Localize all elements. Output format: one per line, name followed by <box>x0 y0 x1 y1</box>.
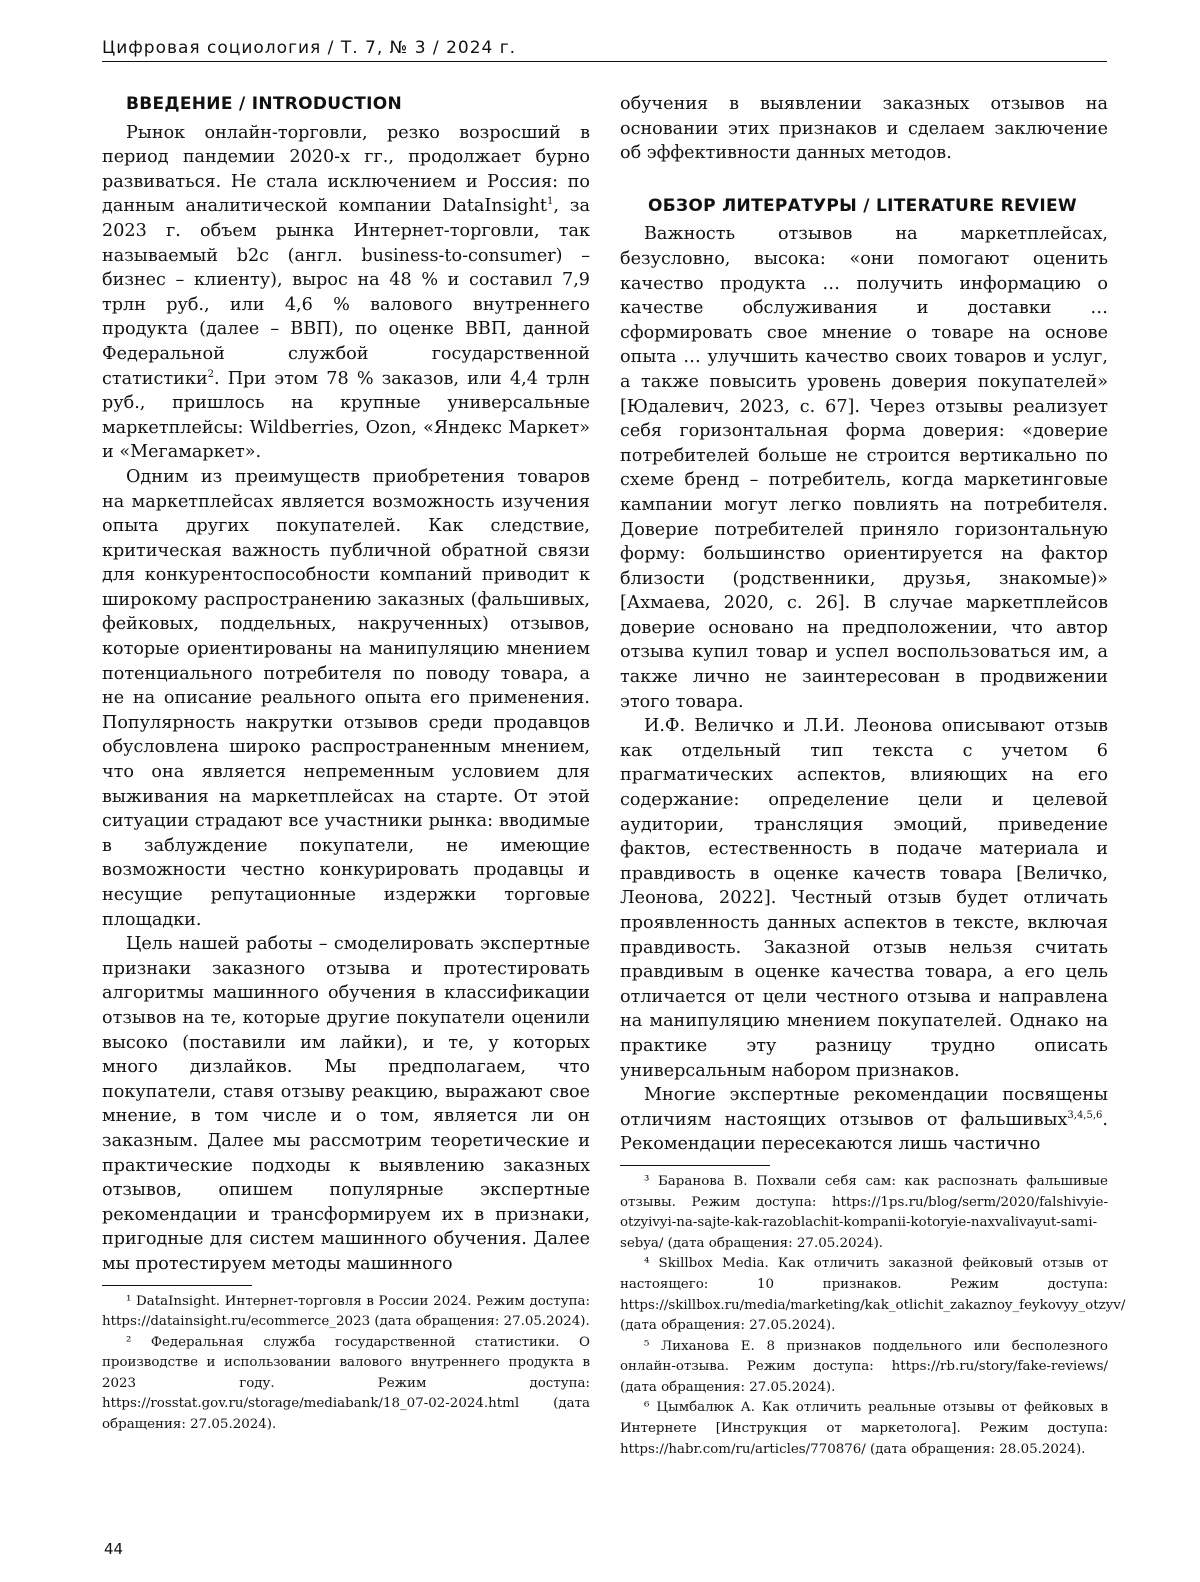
paragraph: Важность отзывов на маркетплейсах, безусловно, высока: «они помогают оценить качество продукта … получить информацию о качестве обслуживания и доставки … сформировать свое мнение о товаре на основе опыта … улучшить качество своих товаров и услуг, а также повысить уровень доверия покупателей» [Юдалевич, 2023, с. 67]. Через отзывы реализует себя горизонтальная форма доверия: «доверие потребителей больше не строится вертикально по схеме бренд – потребитель, когда маркетинговые кампании могут легко повлиять на потребителя. Доверие потребителей приняло горизонтальную форму: большинство ориентируется на фактор близости (родственники, друзья, знакомые)» [Ахмаева, 2020, с. 26]. В случае маркетплейсов доверие основано на предположении, что автор отзыва купил товар и успел воспользоваться им, а также лично не заинтересован в продвижении этого товара. <box>620 224 1108 712</box>
footnote: ² Федеральная служба государственной статистики. О производстве и использовании валового внутреннего продукта в 2023 году. Режим доступа: https://rosstat.gov.ru/storage/mediabank/18_07-02-2024.html (дата обращения: 27.05.2024). <box>102 1334 590 1433</box>
paragraph-continuation: обучения в выявлении заказных отзывов на основании этих признаков и сделаем заключение об эффективности данных методов. <box>620 94 1108 164</box>
left-column <box>102 92 590 1436</box>
footnote: ⁵ Лиханова Е. 8 признаков поддельного или бесполезного онлайн-отзыва. Режим доступа: https://rb.ru/story/fake-reviews/ (дата обращения: 27.05.2024). <box>620 1338 1108 1395</box>
footnote-divider <box>102 1285 252 1286</box>
footnote-divider <box>620 1165 770 1166</box>
footnote-ref[interactable]: 1 <box>547 196 554 208</box>
paragraph: Многие экспертные рекомендации посвящены отличиям настоящих отзывов от фальшивых$^{3,4,5,6}$. Рекомендации пересекаются лишь частично <box>620 1085 1108 1155</box>
paragraph: Рынок онлайн-торговли, резко возросший в период пандемии 2020-х гг., продолжает бурно развиваться. Не стала исключением и Россия: по данным аналитической компании DataInsight$^1$, за 2023 г. объем рынка Интернет-торговли, так называемый b2c (англ. business-to-consumer) – бизнес – клиенту), вырос на 48 % и составил 7,9 трлн руб., или 4,6 % валового внутреннего продукта (далее – ВВП), по оценке ВВП, данной Федеральной службой государственной статистики$^2$. При этом 78 % заказов, или 4,4 трлн руб., пришлось на крупные универсальные маркетплейсы: Wildberries, Ozon, «Яндекс Маркет» и «Мегамаркет». <box>102 122 590 463</box>
footnote-ref[interactable]: 3,4,5,6 <box>1067 1109 1103 1121</box>
section-heading-literature-review: ОБЗОР ЛИТЕРАТУРЫ / LITERATURE REVIEW <box>648 195 1077 216</box>
right-column <box>620 92 1126 1460</box>
paragraph: И.Ф. Величко и Л.И. Леонова описывают отзыв как отдельный тип текста с учетом 6 прагматических аспектов, влияющих на его содержание: определение цели и целевой аудитории, трансляция эмоций, приведение фактов, естественность в подаче материала и правдивость в оценке качеств товара [Величко, Леонова, 2022]. Честный отзыв будет отличать проявленность данных аспектов в тексте, включая правдивость. Заказной отзыв нельзя считать правдивым в оценке качества товара, а его цель отличается от цели честного отзыва и направлена на манипуляцию мнением покупателей. Однако на практике эту разницу трудно описать универсальным набором признаков. <box>620 716 1108 1081</box>
footnote-ref[interactable]: 2 <box>207 368 214 380</box>
footnote: ¹ DataInsight. Интернет-торговля в России 2024. Режим доступа: https://datainsight.ru/ecommerce_2023 (дата обращения: 27.05.2024). <box>102 1293 590 1330</box>
page-number: 44 <box>104 1540 124 1558</box>
running-header: Цифровая социология / Т. 7, № 3 / 2024 г. <box>102 38 1107 62</box>
footnote: ⁶ Цымбалюк А. Как отличить реальные отзывы от фейковых в Интернете [Инструкция от маркетолога]. Режим доступа: https://habr.com/ru/articles/770876/ (дата обращения: 28.05.2024). <box>620 1400 1108 1457</box>
footnote: ³ Баранова В. Похвали себя сам: как распознать фальшивые отзывы. Режим доступа: https://1ps.ru/blog/serm/2020/falshivyie-otzyivyi-na-sajte-kak-razoblachit-kompanii-kotoryie-naxvalivayut-sami-sebya/ (дата обращения: 27.05.2024). <box>620 1173 1108 1251</box>
footnote: ⁴ Skillbox Media. Как отличить заказной фейковый отзыв от настоящего: 10 признаков. Режим доступа: https://skillbox.ru/media/marketing/kak_otlichit_zakaznoy_feykovyy_otzyv/ (дата обращения: 27.05.2024). <box>620 1256 1126 1334</box>
paragraph: Цель нашей работы – смоделировать экспертные признаки заказного отзыва и протестировать алгоритмы машинного обучения в классификации отзывов на те, которые другие покупатели оценили высоко (поставили им лайки), и те, у которых много дизлайков. Мы предполагаем, что покупатели, ставя отзыву реакцию, выражают свое мнение, в том числе и о том, является ли он заказным. Далее мы рассмотрим теоретические и практические подходы к выявлению заказных отзывов, опишем популярные экспертные рекомендации и трансформируем их в признаки, пригодные для систем машинного обучения. Далее мы протестируем методы машинного <box>102 934 590 1274</box>
section-heading-introduction: ВВЕДЕНИЕ / INTRODUCTION <box>126 94 402 114</box>
paragraph: Одним из преимуществ приобретения товаров на маркетплейсах является возможность изучения опыта других покупателей. Как следствие, критическая важность публичной обратной связи для конкурентоспособности компаний приводит к широкому распространению заказных (фальшивых, фейковых, поддельных, накрученных) отзывов, которые ориентированы на манипуляцию мнением потенциального потребителя по поводу товара, а не на описание реального опыта его применения. Популярность накрутки отзывов среди продавцов обусловлена широко распространенным мнением, что она является непременным условием для выживания на маркетплейсах на старте. От этой ситуации страдают все участники рынка: вводимые в заблуждение покупатели, не имеющие возможности честно конкурировать продавцы и несущие репутационные издержки торговые площадки. <box>102 466 590 930</box>
